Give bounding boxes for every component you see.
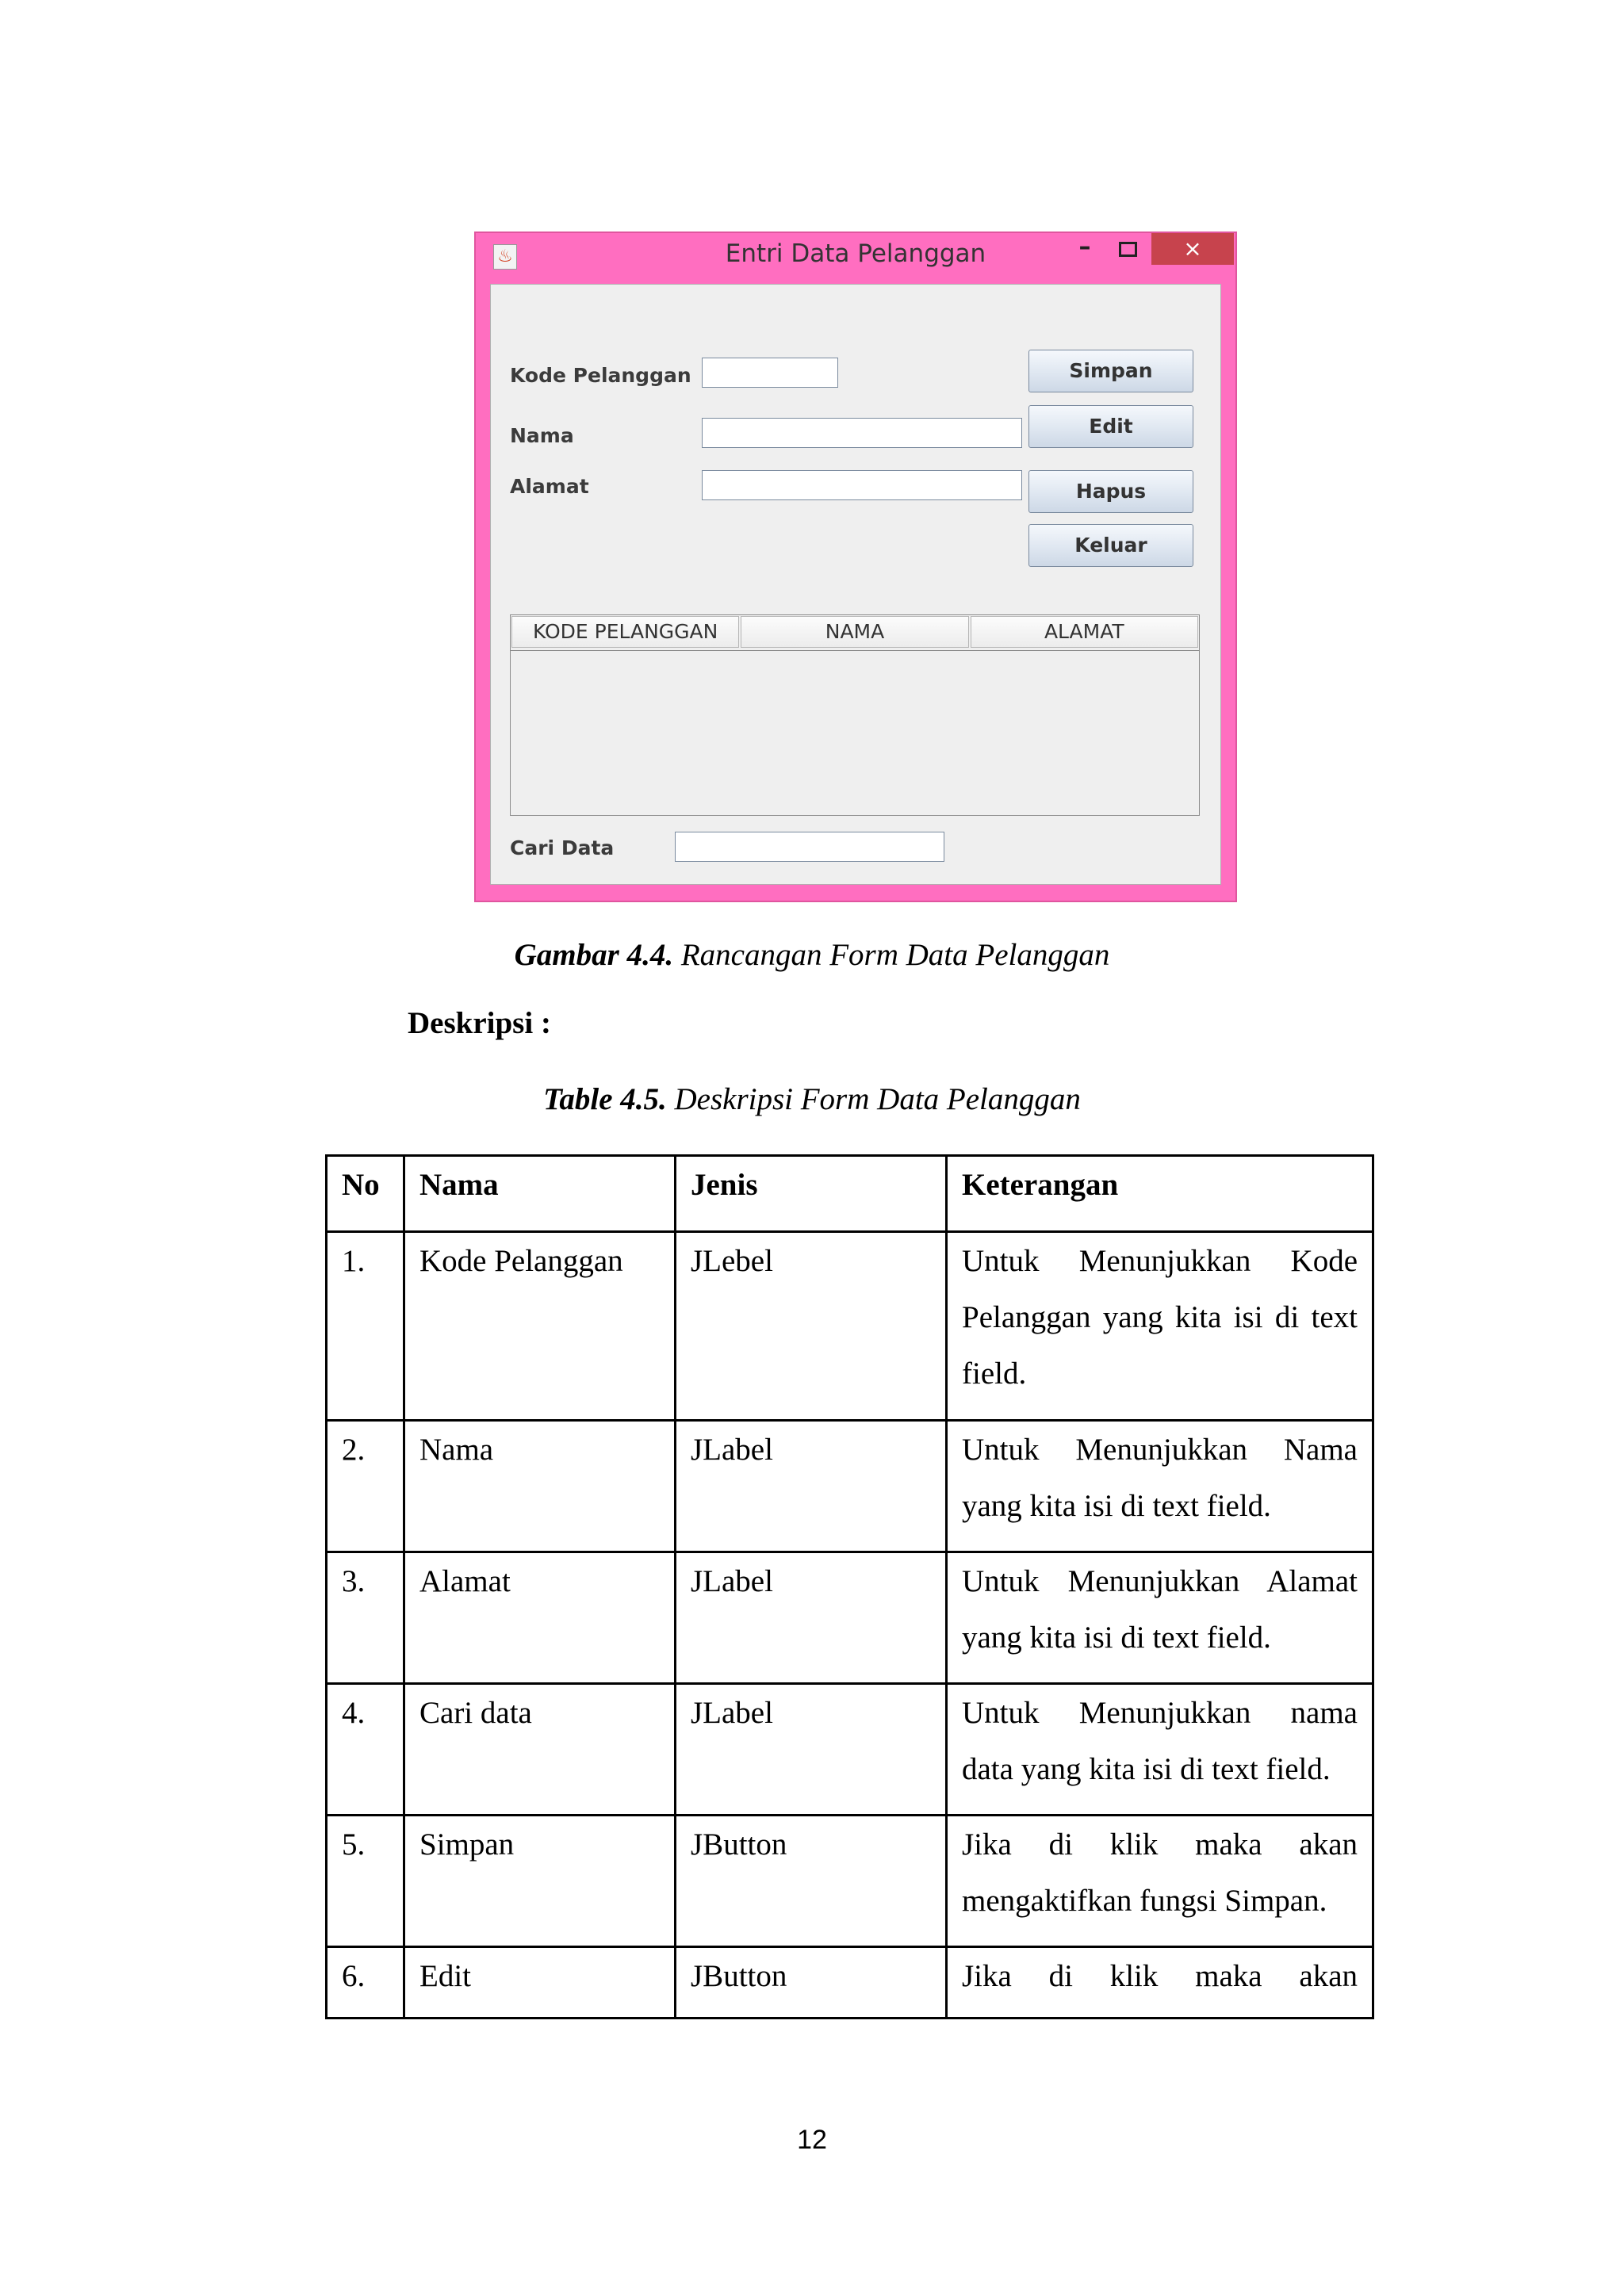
hapus-button[interactable]: Hapus xyxy=(1028,470,1193,513)
window-titlebar[interactable] xyxy=(476,233,1235,282)
table-row xyxy=(327,1684,1373,1816)
cell-nama: Kode Pelanggan xyxy=(404,1232,676,1421)
column-header-nama[interactable]: NAMA xyxy=(741,616,968,648)
cell-jenis: JButton xyxy=(676,1947,947,2019)
table-row xyxy=(327,1232,1373,1421)
table-row xyxy=(327,1552,1373,1684)
figure-caption-text: Rancangan Form Data Pelanggan xyxy=(673,938,1110,972)
form-window-screenshot xyxy=(474,232,1237,902)
window-title: Entri Data Pelanggan xyxy=(725,239,986,268)
table-row xyxy=(327,1421,1373,1552)
cell-nama: Edit xyxy=(404,1947,676,2019)
cell-no: 2. xyxy=(327,1421,404,1552)
cell-nama: Cari data xyxy=(404,1684,676,1816)
customer-table-header xyxy=(511,615,1199,651)
cell-jenis: JLabel xyxy=(676,1421,947,1552)
description-heading: Deskripsi : xyxy=(408,1006,551,1040)
maximize-icon xyxy=(1119,242,1137,257)
keterangan-line: Jika di klik maka akan xyxy=(962,1827,1358,1862)
cell-nama: Nama xyxy=(404,1421,676,1552)
java-icon: ♨ xyxy=(493,244,517,270)
kode-pelanggan-field[interactable] xyxy=(702,358,838,388)
keterangan-line: Pelanggan yang kita isi di text xyxy=(962,1300,1358,1334)
keterangan-line: Jika di klik maka akan xyxy=(962,1959,1358,1993)
cari-data-label: Cari Data xyxy=(510,836,615,859)
customer-table[interactable] xyxy=(510,614,1200,816)
nama-label: Nama xyxy=(510,424,574,447)
window-content xyxy=(490,284,1221,885)
column-header-kode-pelanggan[interactable]: KODE PELANGGAN xyxy=(511,616,739,648)
edit-button[interactable]: Edit xyxy=(1028,405,1193,448)
column-header-alamat[interactable]: ALAMAT xyxy=(971,616,1198,648)
close-button[interactable]: × xyxy=(1151,233,1234,265)
figure-caption-label: Gambar 4.4. xyxy=(514,938,674,972)
cell-keterangan xyxy=(947,1947,1373,2019)
cell-keterangan xyxy=(947,1816,1373,1947)
keterangan-line: field. xyxy=(962,1357,1027,1391)
figure-caption xyxy=(0,937,1624,973)
simpan-button[interactable]: Simpan xyxy=(1028,350,1193,392)
nama-field[interactable] xyxy=(702,418,1022,448)
keterangan-line: Untuk Menunjukkan nama xyxy=(962,1696,1358,1730)
keterangan-line: Untuk Menunjukkan Alamat xyxy=(962,1564,1358,1598)
cell-nama: Alamat xyxy=(404,1552,676,1684)
cell-jenis: JButton xyxy=(676,1816,947,1947)
keterangan-line: Untuk Menunjukkan Nama xyxy=(962,1433,1358,1467)
table-caption-text: Deskripsi Form Data Pelanggan xyxy=(666,1082,1081,1116)
header-keterangan: Keterangan xyxy=(947,1156,1373,1232)
table-caption xyxy=(0,1081,1624,1117)
cell-keterangan xyxy=(947,1684,1373,1816)
table-header-row xyxy=(327,1156,1373,1232)
cell-no: 3. xyxy=(327,1552,404,1684)
alamat-label: Alamat xyxy=(510,475,589,498)
header-jenis: Jenis xyxy=(676,1156,947,1232)
description-table xyxy=(325,1154,1374,2019)
header-no: No xyxy=(327,1156,404,1232)
cell-no: 4. xyxy=(327,1684,404,1816)
maximize-button[interactable] xyxy=(1107,233,1148,265)
keluar-button[interactable]: Keluar xyxy=(1028,524,1193,567)
cell-no: 6. xyxy=(327,1947,404,2019)
cell-keterangan xyxy=(947,1232,1373,1421)
keterangan-line: mengaktifkan fungsi Simpan. xyxy=(962,1884,1327,1918)
cell-keterangan xyxy=(947,1421,1373,1552)
table-row xyxy=(327,1947,1373,2019)
page-number: 12 xyxy=(797,2125,827,2155)
cell-jenis: JLebel xyxy=(676,1232,947,1421)
cell-jenis: JLabel xyxy=(676,1552,947,1684)
keterangan-line: yang kita isi di text field. xyxy=(962,1621,1271,1655)
cell-jenis: JLabel xyxy=(676,1684,947,1816)
table-row xyxy=(327,1816,1373,1947)
table-caption-label: Table 4.5. xyxy=(543,1082,667,1116)
keterangan-line: yang kita isi di text field. xyxy=(962,1489,1271,1523)
cell-no: 1. xyxy=(327,1232,404,1421)
cell-nama: Simpan xyxy=(404,1816,676,1947)
keterangan-line: Untuk Menunjukkan Kode xyxy=(962,1244,1358,1278)
minimize-button[interactable]: – xyxy=(1078,233,1091,261)
cari-data-field[interactable] xyxy=(675,832,944,862)
alamat-field[interactable] xyxy=(702,470,1022,500)
cell-no: 5. xyxy=(327,1816,404,1947)
keterangan-line: data yang kita isi di text field. xyxy=(962,1752,1331,1786)
header-nama: Nama xyxy=(404,1156,676,1232)
kode-pelanggan-label: Kode Pelanggan xyxy=(510,364,691,387)
cell-keterangan xyxy=(947,1552,1373,1684)
